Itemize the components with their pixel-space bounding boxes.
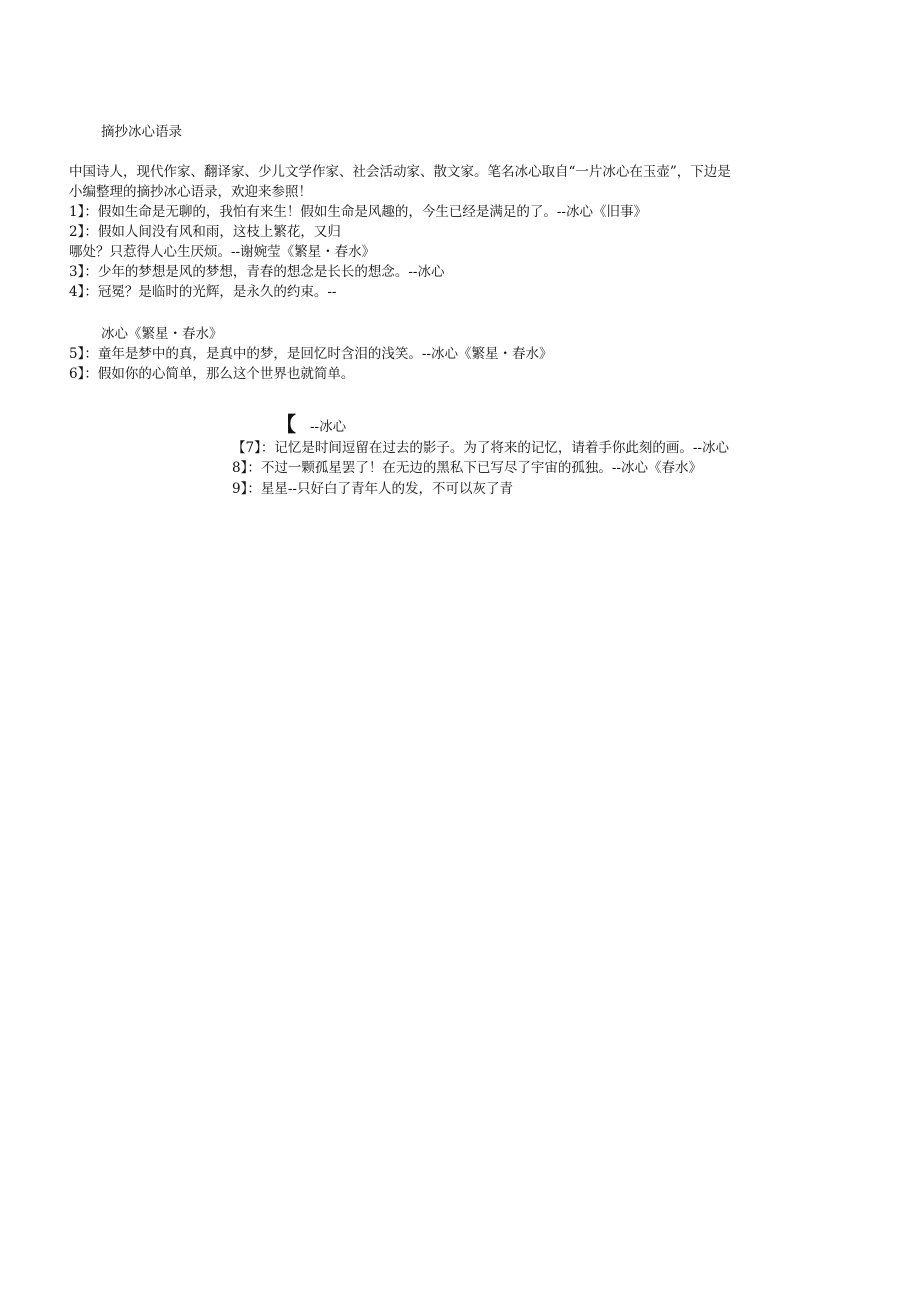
- quote-2-continued: 哪处？只惹得人心生厌烦。--谢婉莹《繁星・春水》: [69, 244, 376, 260]
- quote-9: 9】：星星--只好白了青年人的发，不可以灰了青: [232, 481, 513, 497]
- quote-5: 5】：童年是梦中的真，是真中的梦，是回忆时含泪的浅笑。--冰心《繁星・春水》: [69, 346, 553, 362]
- quote-4-source: 冰心《繁星・春水》: [101, 326, 223, 342]
- quote-7: 【7】：记忆是时间逗留在过去的影子。为了将来的记忆，请着手你此刻的画。--冰心: [232, 440, 729, 456]
- quote-4: 4】：冠冕？是临时的光辉，是永久的约束。--: [69, 284, 337, 300]
- page-title: 摘抄冰心语录: [101, 124, 182, 140]
- quote-1: 1】：假如生命是无聊的，我怕有来生！假如生命是风趣的，今生已经是满足的了。--冰心《旧事》: [69, 204, 647, 220]
- quote-6: 6】：假如你的心简单，那么这个世界也就简单。: [69, 366, 355, 382]
- quote-2: 2】：假如人间没有风和雨，这枝上繁花，又归: [69, 224, 341, 240]
- quote-3: 3】：少年的梦想是风的梦想，青春的想念是长长的想念。--冰心: [69, 264, 445, 280]
- bracket-glyph: 【: [276, 412, 296, 436]
- quote-8: 8】：不过一颗孤星罢了！在无边的黑私下已写尽了宇宙的孤独。--冰心《春水》: [232, 460, 702, 476]
- quote-6-source: --冰心: [310, 419, 347, 435]
- intro-line-1: 中国诗人，现代作家、翻译家、少儿文学作家、社会活动家、散文家。笔名冰心取自“一片冰心在玉壶”，下边是: [69, 164, 731, 180]
- intro-line-2: 小编整理的摘抄冰心语录，欢迎来参照！: [69, 184, 312, 200]
